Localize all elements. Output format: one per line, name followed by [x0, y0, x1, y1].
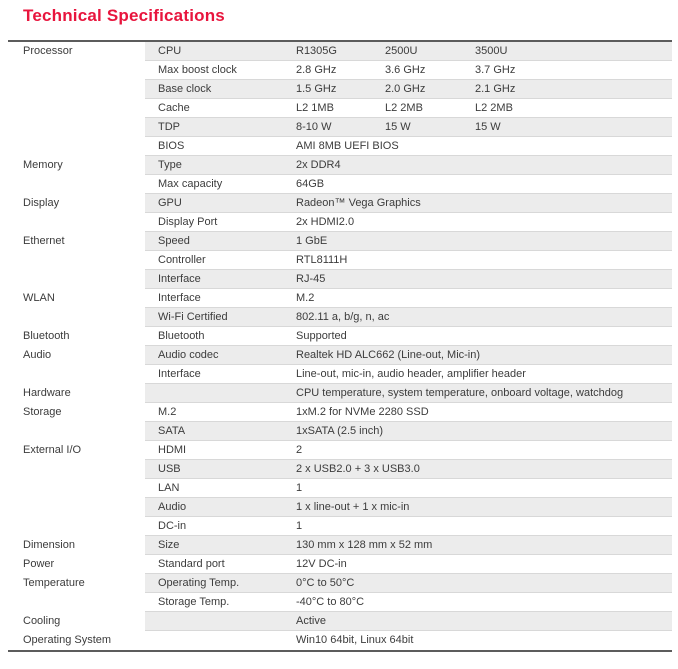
table-row: [8, 631, 672, 650]
category-label: [8, 213, 145, 232]
spec-label: Controller: [158, 254, 206, 266]
spec-row-band: [145, 346, 672, 365]
category-label: [8, 517, 145, 536]
table-row: [8, 327, 672, 346]
table-row: [8, 251, 672, 270]
spec-value: 3500U: [475, 45, 508, 57]
category-label: Ethernet: [8, 232, 145, 251]
spec-label: [145, 384, 296, 402]
table-row: [8, 574, 672, 593]
spec-label: DC-in: [158, 520, 187, 532]
spec-value: -40°C to 80°C: [296, 596, 365, 608]
spec-row-band: [145, 61, 672, 80]
category-label: [8, 80, 145, 99]
category-label: WLAN: [8, 289, 145, 308]
spec-value: L2 2MB: [475, 102, 513, 114]
table-row: [8, 555, 672, 574]
spec-label: GPU: [158, 197, 182, 209]
spec-label: M.2: [158, 406, 177, 418]
spec-label: Base clock: [158, 83, 212, 95]
spec-row-band: [145, 365, 672, 384]
category-label: Display: [8, 194, 145, 213]
spec-value: 64GB: [296, 178, 325, 190]
spec-value: RJ-45: [296, 273, 326, 285]
spec-value: 2.8 GHz: [296, 64, 337, 76]
table-row: [8, 403, 672, 422]
category-label: Processor: [8, 42, 145, 61]
spec-row-band: [145, 232, 672, 251]
category-label: Dimension: [8, 536, 145, 555]
spec-label: [145, 612, 296, 630]
spec-row-band: [145, 213, 672, 232]
spec-value: 1 GbE: [296, 235, 328, 247]
category-label: [8, 365, 145, 384]
table-row: [8, 175, 672, 194]
table-row: [8, 422, 672, 441]
table-row: [8, 346, 672, 365]
spec-value: L2 2MB: [385, 102, 423, 114]
spec-row-band: [145, 99, 672, 118]
spec-label: Size: [158, 539, 180, 551]
category-label: Memory: [8, 156, 145, 175]
page-title: Technical Specifications: [23, 6, 225, 25]
spec-value: 130 mm x 128 mm x 52 mm: [296, 539, 433, 551]
spec-label: Speed: [158, 235, 190, 247]
spec-label: Max capacity: [158, 178, 223, 190]
spec-value: Win10 64bit, Linux 64bit: [296, 634, 414, 646]
spec-row-band: [145, 289, 672, 308]
category-label: [8, 251, 145, 270]
spec-label: Wi-Fi Certified: [158, 311, 228, 323]
category-label: [8, 498, 145, 517]
table-row: [8, 612, 672, 631]
spec-label: Bluetooth: [158, 330, 205, 342]
spec-label: [145, 631, 296, 650]
spec-label: TDP: [158, 121, 180, 133]
table-row: [8, 460, 672, 479]
spec-value: 2x DDR4: [296, 159, 341, 171]
spec-label: Cache: [158, 102, 190, 114]
spec-label: USB: [158, 463, 181, 475]
spec-row-band: [145, 422, 672, 441]
spec-label: Standard port: [158, 558, 225, 570]
spec-row-band: [145, 479, 672, 498]
spec-value: CPU temperature, system temperature, onboard voltage, watchdog: [296, 387, 624, 399]
spec-label: Storage Temp.: [158, 596, 230, 608]
spec-value: RTL8111H: [296, 254, 348, 266]
spec-label: Audio: [158, 501, 187, 513]
spec-label: Interface: [158, 292, 201, 304]
spec-row-band: [145, 403, 672, 422]
spec-value: 2x HDMI2.0: [296, 216, 355, 228]
spec-row-band: [145, 80, 672, 99]
spec-value: R1305G: [296, 45, 337, 57]
spec-label: Interface: [158, 273, 201, 285]
spec-value: Line-out, mic-in, audio header, amplifier header: [296, 368, 526, 380]
table-row: [8, 61, 672, 80]
category-label: [8, 479, 145, 498]
spec-label: SATA: [158, 425, 186, 437]
spec-row-band: [145, 42, 672, 61]
table-row: [8, 593, 672, 612]
spec-row-band: [145, 308, 672, 327]
table-row: [8, 194, 672, 213]
spec-value: 1xSATA (2.5 inch): [296, 425, 384, 437]
table-row: [8, 80, 672, 99]
category-label: Hardware: [8, 384, 145, 403]
table-row: [8, 308, 672, 327]
table-row: [8, 479, 672, 498]
category-label: [8, 137, 145, 156]
category-label: Cooling: [8, 612, 145, 631]
table-row: [8, 517, 672, 536]
spec-row-band: [145, 137, 672, 156]
spec-value: Realtek HD ALC662 (Line-out, Mic-in): [296, 349, 481, 361]
spec-row-band: [145, 593, 672, 612]
spec-value: 1: [296, 520, 303, 532]
spec-row-band: [145, 555, 672, 574]
category-label: Power: [8, 555, 145, 574]
spec-row-band: [145, 384, 672, 403]
table-row: [8, 498, 672, 517]
table-row: [8, 441, 672, 460]
spec-value: 3.6 GHz: [385, 64, 426, 76]
category-label: [8, 270, 145, 289]
spec-row-band: [145, 175, 672, 194]
table-row: [8, 232, 672, 251]
spec-value: 1xM.2 for NVMe 2280 SSD: [296, 406, 429, 418]
spec-label: Max boost clock: [158, 64, 237, 76]
spec-row-band: [145, 517, 672, 536]
spec-value: 3.7 GHz: [475, 64, 516, 76]
spec-value: 1 x line-out + 1 x mic-in: [296, 501, 410, 513]
table-row: [8, 99, 672, 118]
spec-row-band: [145, 612, 672, 631]
spec-label: Audio codec: [158, 349, 219, 361]
spec-value: Radeon™ Vega Graphics: [296, 197, 421, 209]
spec-value: L2 1MB: [296, 102, 334, 114]
spec-value: 15 W: [385, 121, 411, 133]
spec-value: 2.1 GHz: [475, 83, 516, 95]
category-label: Temperature: [8, 574, 145, 593]
table-row: [8, 137, 672, 156]
table-row: [8, 384, 672, 403]
spec-label: Interface: [158, 368, 201, 380]
spec-label: HDMI: [158, 444, 187, 456]
table-row: [8, 118, 672, 137]
spec-value: 2 x USB2.0 + 3 x USB3.0: [296, 463, 420, 475]
category-label: [8, 99, 145, 118]
table-row: [8, 42, 672, 61]
spec-value: 2500U: [385, 45, 418, 57]
category-label: [8, 308, 145, 327]
spec-table: [8, 40, 672, 652]
spec-row-band: [145, 327, 672, 346]
category-label: Storage: [8, 403, 145, 422]
spec-row-band: [145, 270, 672, 289]
category-label: [8, 593, 145, 612]
spec-row-band: [145, 194, 672, 213]
spec-value: Active: [296, 615, 326, 627]
table-row: [8, 270, 672, 289]
spec-row-band: [145, 118, 672, 137]
table-row: [8, 365, 672, 384]
spec-value: 2.0 GHz: [385, 83, 426, 95]
spec-row-band: [145, 498, 672, 517]
spec-row-band: [145, 631, 672, 650]
spec-row-band: [145, 536, 672, 555]
spec-label: CPU: [158, 45, 182, 57]
table-row: [8, 536, 672, 555]
category-label: [8, 460, 145, 479]
spec-value: 2: [296, 444, 303, 456]
category-label: Operating System: [8, 631, 145, 650]
spec-value: 802.11 a, b/g, n, ac: [296, 311, 390, 323]
spec-label: Type: [158, 159, 182, 171]
category-label: Audio: [8, 346, 145, 365]
spec-value: 1: [296, 482, 303, 494]
category-label: Bluetooth: [8, 327, 145, 346]
spec-label: Operating Temp.: [158, 577, 240, 589]
category-label: [8, 175, 145, 194]
spec-row-band: [145, 574, 672, 593]
spec-value: 15 W: [475, 121, 501, 133]
category-label: [8, 422, 145, 441]
spec-label: BIOS: [158, 140, 185, 152]
spec-value: 1.5 GHz: [296, 83, 337, 95]
category-label: [8, 118, 145, 137]
spec-value: AMI 8MB UEFI BIOS: [296, 140, 399, 152]
spec-value: M.2: [296, 292, 315, 304]
spec-label: LAN: [158, 482, 180, 494]
spec-value: 12V DC-in: [296, 558, 347, 570]
spec-row-band: [145, 251, 672, 270]
table-row: [8, 289, 672, 308]
spec-label: Display Port: [158, 216, 218, 228]
table-row: [8, 213, 672, 232]
spec-value: 8-10 W: [296, 121, 332, 133]
category-label: [8, 61, 145, 80]
table-row: [8, 156, 672, 175]
category-label: External I/O: [8, 441, 145, 460]
spec-row-band: [145, 441, 672, 460]
spec-row-band: [145, 156, 672, 175]
spec-row-band: [145, 460, 672, 479]
spec-value: 0°C to 50°C: [296, 577, 355, 589]
spec-value: Supported: [296, 330, 347, 342]
